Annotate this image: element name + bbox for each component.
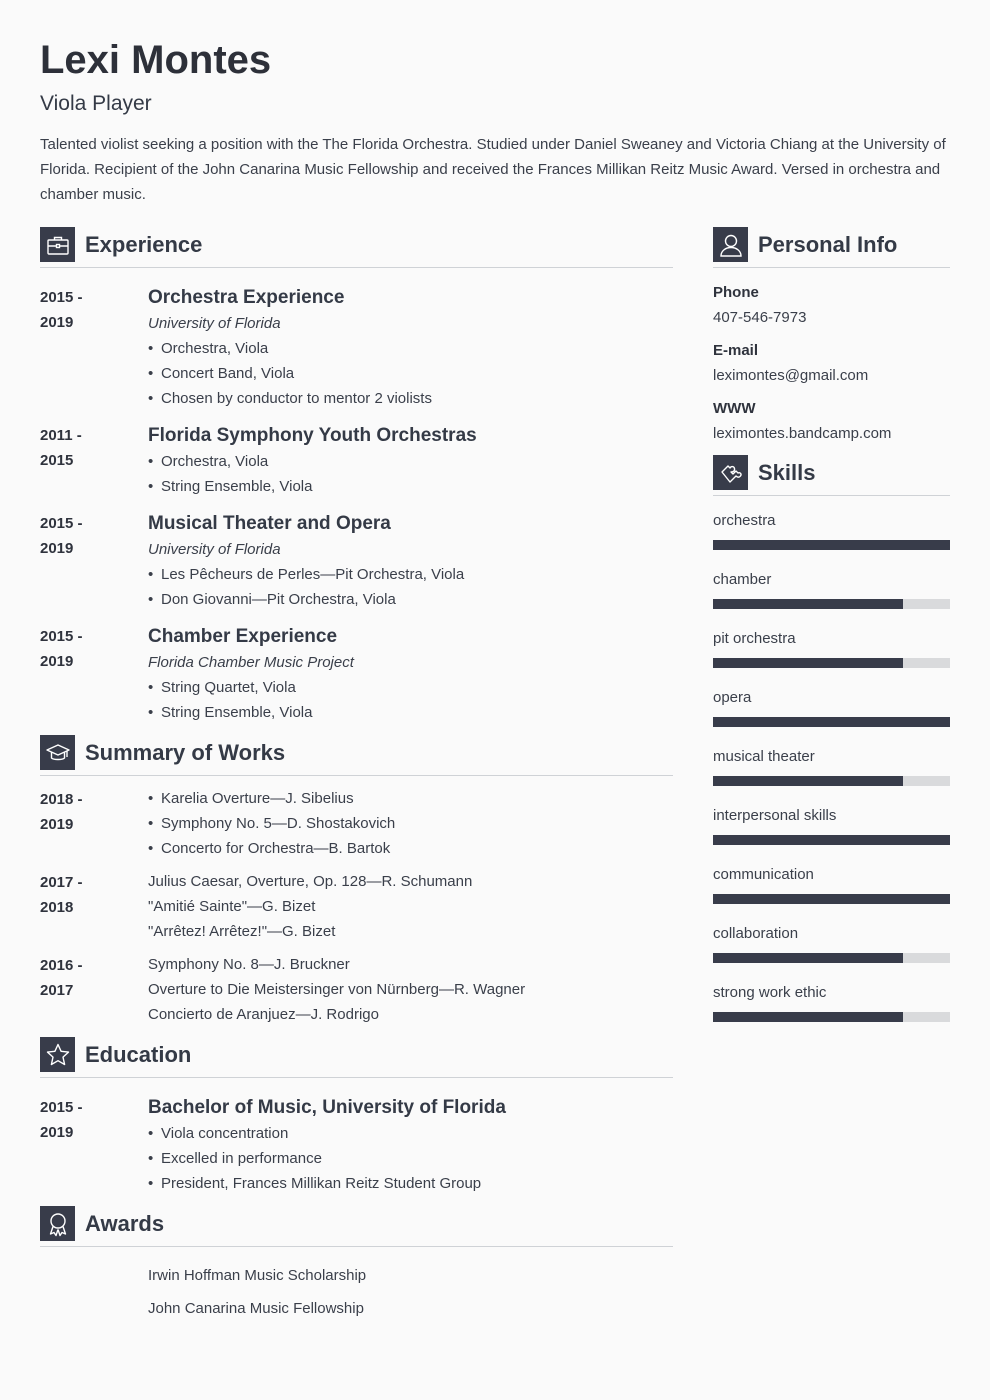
skill-level-fill — [713, 1012, 903, 1022]
skill-level-fill — [713, 540, 950, 550]
personal-info-header — [713, 227, 950, 268]
education-section — [40, 1037, 673, 1196]
entry-years: 2016 - 2017 — [40, 957, 83, 999]
work-item: Concierto de Aranjuez—J. Rodrigo — [148, 1006, 379, 1023]
candidate-name: Lexi Montes — [40, 38, 272, 82]
personal-info-section — [713, 227, 950, 446]
work-item: • Symphony No. 5—D. Shostakovich — [148, 811, 673, 836]
briefcase-icon — [40, 227, 75, 262]
skill-name: chamber — [713, 571, 772, 588]
skill-name: orchestra — [713, 512, 776, 529]
entry-title: Chamber Experience — [148, 626, 338, 647]
bullet-item: • Orchestra, Viola — [148, 449, 673, 474]
profile-summary: Talented violist seeking a position with the The Florida Orchestra. Studied under Daniel Sweaney and Victoria Chiang at the University of Florida. Recipient of the John Canarina Music Fellowship and received the Frances Millikan Reitz Music Award. Versed in orchestra and chamber music. — [40, 136, 946, 203]
skill-name: opera — [713, 689, 752, 706]
experience-entry — [40, 510, 673, 612]
skills-title: Skills — [758, 460, 816, 485]
skill-level-fill — [713, 835, 950, 845]
skill-level-bar — [713, 717, 950, 727]
bullet-item: • Excelled in performance — [148, 1146, 673, 1171]
award-item: John Canarina Music Fellowship — [148, 1300, 364, 1317]
awards-header — [40, 1206, 673, 1247]
email-label: E-mail — [713, 342, 759, 359]
skill-level-fill — [713, 717, 950, 727]
entry-title: Florida Symphony Youth Orchestras — [148, 425, 477, 446]
entry-title: Orchestra Experience — [148, 287, 345, 308]
skill-name: musical theater — [713, 748, 815, 765]
skill-name: interpersonal skills — [713, 807, 837, 824]
skill-name: strong work ethic — [713, 984, 827, 1001]
entry-years: 2015 - 2019 — [40, 289, 83, 331]
skill-name: pit orchestra — [713, 630, 796, 647]
entry-years: 2015 - 2019 — [40, 515, 83, 557]
works-header — [40, 735, 673, 776]
left-column — [40, 227, 673, 1329]
experience-header — [40, 227, 673, 268]
works-section — [40, 735, 673, 1027]
phone-label: Phone — [713, 284, 759, 301]
star-icon — [40, 1037, 75, 1072]
entry-years: 2015 - 2019 — [40, 1099, 83, 1141]
phone-value: 407-546-7973 — [713, 309, 807, 326]
skills-header — [713, 455, 950, 496]
entry-years: 2017 - 2018 — [40, 874, 83, 916]
entry-org: University of Florida — [148, 315, 281, 332]
works-title: Summary of Works — [85, 740, 286, 765]
education-title: Education — [85, 1042, 192, 1067]
work-item: Julius Caesar, Overture, Op. 128—R. Schumann — [148, 873, 473, 890]
entry-years: 2011 - 2015 — [40, 427, 82, 469]
skill-item — [713, 744, 950, 803]
experience-section — [40, 227, 673, 725]
entry-years: 2018 - 2019 — [40, 791, 83, 833]
skill-item — [713, 921, 950, 980]
award-ribbon-icon — [40, 1206, 75, 1241]
work-item: Overture to Die Meistersinger von Nürnberg—R. Wagner — [148, 981, 526, 998]
skills-list — [713, 508, 950, 1039]
email-link[interactable]: leximontes@gmail.com — [713, 367, 869, 384]
entry-org: University of Florida — [148, 541, 281, 558]
skill-level-bar — [713, 953, 950, 963]
work-item: "Arrêtez! Arrêtez!"—G. Bizet — [148, 923, 336, 940]
skill-level-fill — [713, 894, 950, 904]
puzzle-icon — [713, 455, 748, 490]
education-entry — [40, 1094, 673, 1196]
skill-item — [713, 508, 950, 567]
entry-title: Bachelor of Music, University of Florida — [148, 1097, 506, 1118]
bullet-item: • Concert Band, Viola — [148, 361, 673, 386]
entry-years: 2015 - 2019 — [40, 628, 83, 670]
bullet-item: • String Quartet, Viola — [148, 675, 673, 700]
skill-name: collaboration — [713, 925, 799, 942]
skill-level-bar — [713, 540, 950, 550]
candidate-role: Viola Player — [40, 92, 152, 115]
skill-item — [713, 685, 950, 744]
person-icon — [713, 227, 748, 262]
skill-item — [713, 980, 950, 1039]
work-item: Symphony No. 8—J. Bruckner — [148, 956, 350, 973]
experience-entry — [40, 623, 673, 725]
skill-item — [713, 862, 950, 921]
bullet-item: • President, Frances Millikan Reitz Student Group — [148, 1171, 673, 1196]
skill-level-bar — [713, 776, 950, 786]
awards-title: Awards — [85, 1211, 165, 1236]
education-header — [40, 1037, 673, 1078]
work-item: "Amitié Sainte"—G. Bizet — [148, 898, 316, 915]
works-entry — [40, 786, 673, 861]
bullet-item: • Chosen by conductor to mentor 2 violists — [148, 386, 673, 411]
work-item: • Concerto for Orchestra—B. Bartok — [148, 836, 673, 861]
right-column — [713, 227, 950, 1039]
skill-level-bar — [713, 1012, 950, 1022]
experience-title: Experience — [85, 232, 203, 257]
awards-section — [40, 1206, 673, 1321]
skill-item — [713, 626, 950, 685]
skill-level-fill — [713, 658, 903, 668]
skill-level-bar — [713, 894, 950, 904]
skill-item — [713, 567, 950, 626]
skill-name: communication — [713, 866, 814, 883]
work-item: • Karelia Overture—J. Sibelius — [148, 786, 673, 811]
entry-title: Musical Theater and Opera — [148, 513, 391, 534]
skill-level-bar — [713, 835, 950, 845]
skill-level-fill — [713, 776, 903, 786]
experience-entry — [40, 422, 673, 499]
award-item: Irwin Hoffman Music Scholarship — [148, 1267, 367, 1284]
bullet-item: • String Ensemble, Viola — [148, 700, 673, 725]
skill-item — [713, 803, 950, 862]
skill-level-bar — [713, 599, 950, 609]
skills-section — [713, 455, 950, 1039]
bullet-item: • Don Giovanni—Pit Orchestra, Viola — [148, 587, 673, 612]
works-entry — [40, 952, 673, 1027]
bullet-item: • String Ensemble, Viola — [148, 474, 673, 499]
personal-info-title: Personal Info — [758, 232, 898, 257]
skill-level-fill — [713, 599, 903, 609]
works-entry — [40, 869, 673, 944]
entry-org: Florida Chamber Music Project — [148, 654, 354, 671]
www-label: WWW — [713, 400, 756, 417]
graduation-cap-icon — [40, 735, 75, 770]
skill-level-bar — [713, 658, 950, 668]
bullet-item: • Orchestra, Viola — [148, 336, 673, 361]
bullet-item: • Viola concentration — [148, 1121, 673, 1146]
skill-level-fill — [713, 953, 903, 963]
www-link[interactable]: leximontes.bandcamp.com — [713, 425, 892, 442]
bullet-item: • Les Pêcheurs de Perles—Pit Orchestra, Viola — [148, 562, 673, 587]
experience-entry — [40, 284, 673, 411]
